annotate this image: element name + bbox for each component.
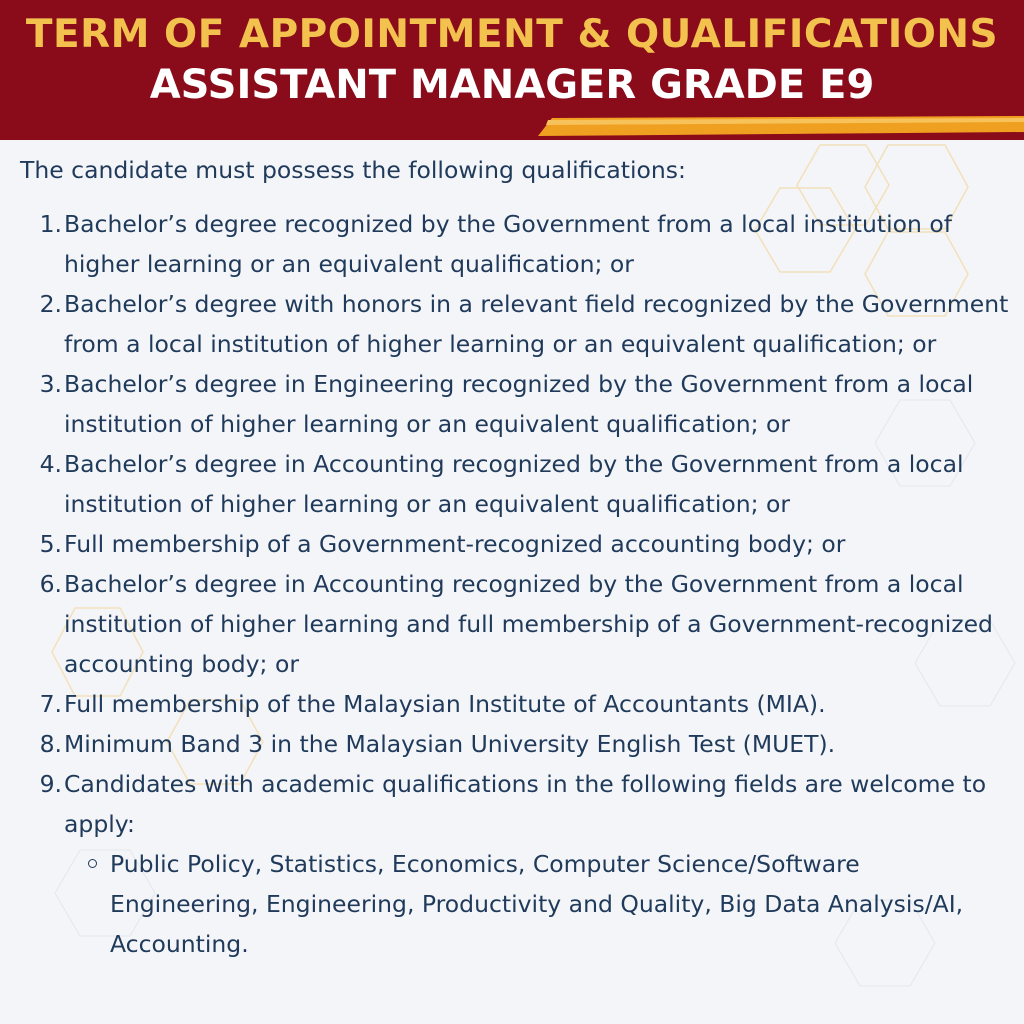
page-title: TERM OF APPOINTMENT & QUALIFICATIONS xyxy=(25,12,999,57)
list-number: 8. xyxy=(39,730,62,758)
list-item-text: Bachelor’s degree with honors in a relevant field recognized by the Government from a local institution of higher learning or an equivalent qualification; or xyxy=(64,290,1009,358)
list-item xyxy=(20,764,1010,964)
list-item xyxy=(20,204,1010,284)
fields-sublist xyxy=(64,844,1010,964)
sublist-item-text: Public Policy, Statistics, Economics, Computer Science/Software Engineering, Engineering, Productivity and Quality, Big Data Analysis/AI, Accounting. xyxy=(110,850,964,958)
list-item xyxy=(20,684,1010,724)
list-item xyxy=(20,724,1010,764)
list-number: 4. xyxy=(39,450,62,478)
list-number: 3. xyxy=(39,370,62,398)
list-item-text: Full membership of a Government-recognized accounting body; or xyxy=(64,530,846,558)
list-item-text: Minimum Band 3 in the Malaysian University English Test (MUET). xyxy=(64,730,836,758)
list-item xyxy=(20,524,1010,564)
list-number: 9. xyxy=(39,770,62,798)
list-item-text: Bachelor’s degree recognized by the Government from a local institution of higher learning or an equivalent qualification; or xyxy=(64,210,953,278)
list-item xyxy=(20,444,1010,524)
list-number: 6. xyxy=(39,570,62,598)
list-item-text: Candidates with academic qualifications in the following fields are welcome to apply: xyxy=(64,770,987,838)
circle-bullet-icon xyxy=(88,859,97,868)
list-item xyxy=(20,364,1010,444)
list-item-text: Bachelor’s degree in Engineering recognized by the Government from a local institution of higher learning or an equivalent qualification; or xyxy=(64,370,974,438)
qualifications-list xyxy=(20,204,1010,964)
list-number: 2. xyxy=(39,290,62,318)
list-item xyxy=(20,284,1010,364)
list-item xyxy=(20,564,1010,684)
list-item-text: Bachelor’s degree in Accounting recognized by the Government from a local institution of higher learning and full membership of a Government-recognized accounting body; or xyxy=(64,570,993,678)
page-subtitle: ASSISTANT MANAGER GRADE E9 xyxy=(149,62,875,108)
qualifications-content xyxy=(20,150,1010,964)
intro-text: The candidate must possess the following qualifications: xyxy=(20,156,686,184)
sublist-item xyxy=(64,844,1010,964)
list-number: 1. xyxy=(39,210,62,238)
list-item-text: Bachelor’s degree in Accounting recognized by the Government from a local institution of higher learning or an equivalent qualification; or xyxy=(64,450,964,518)
list-number: 7. xyxy=(39,690,62,718)
list-item-text: Full membership of the Malaysian Institute of Accountants (MIA). xyxy=(64,690,826,718)
list-number: 5. xyxy=(39,530,62,558)
header-banner xyxy=(0,0,1024,140)
